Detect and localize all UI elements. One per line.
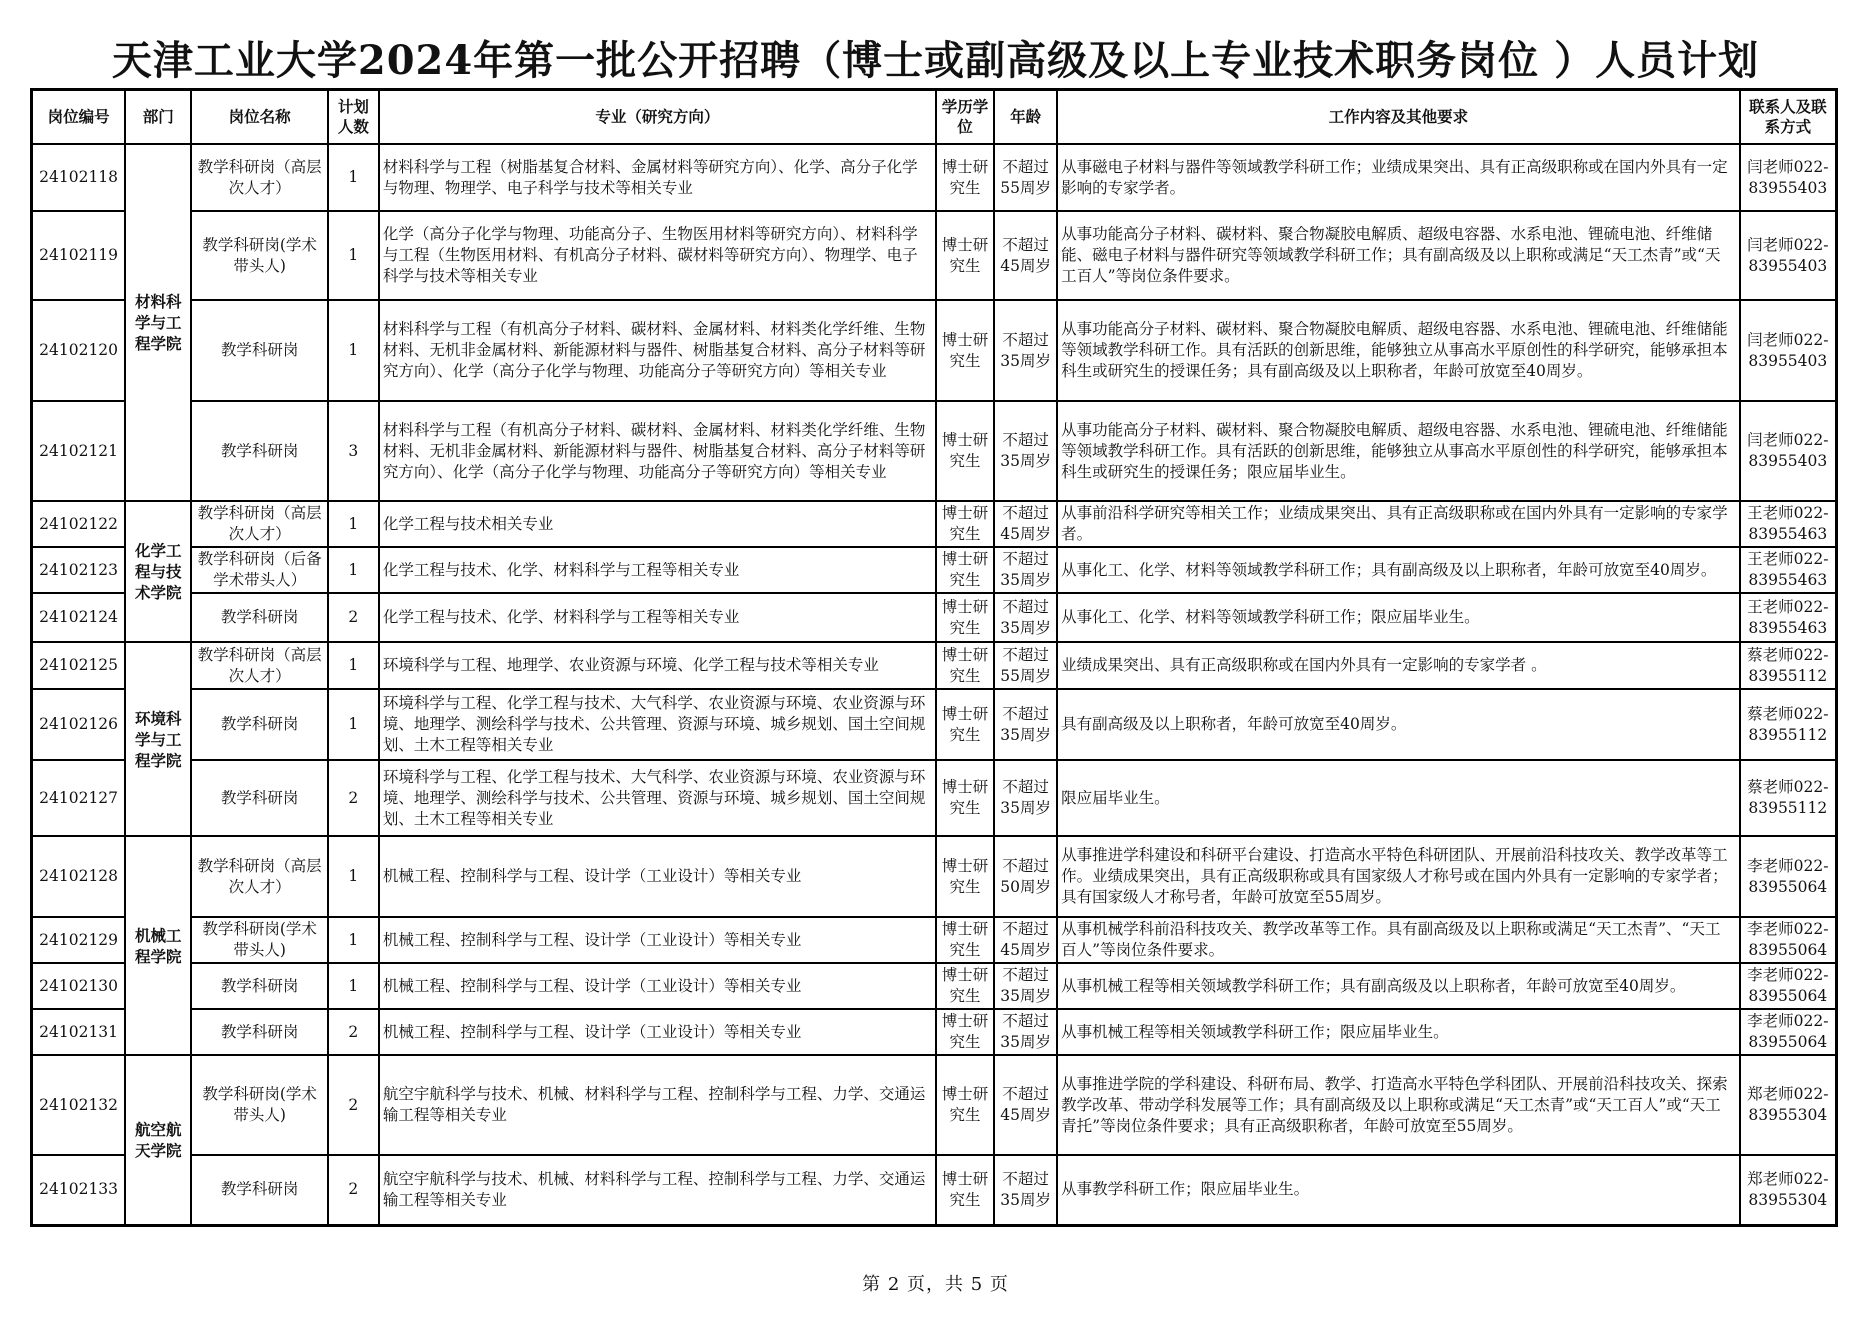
table-row: [32, 1055, 1837, 1155]
cell-contact: 蔡老师022-83955112: [1740, 642, 1837, 689]
header-dept: 部门: [125, 90, 191, 145]
cell-age: 不超过35周岁: [994, 760, 1057, 836]
cell-contact: 闫老师022-83955403: [1740, 401, 1837, 501]
cell-dept: 机械工程学院: [125, 836, 191, 1055]
cell-code: 24102126: [32, 689, 126, 760]
cell-major: 化学工程与技术相关专业: [379, 501, 936, 547]
table-row: [32, 501, 1837, 547]
cell-major: 环境科学与工程、化学工程与技术、大气科学、农业资源与环境、农业资源与环境、地理学、测绘科学与技术、公共管理、资源与环境、城乡规划、国土空间规划、土木工程等相关专业: [379, 689, 936, 760]
cell-age: 不超过35周岁: [994, 1155, 1057, 1225]
cell-edu: 博士研究生: [936, 1155, 994, 1225]
cell-duty: 具有副高级及以上职称者，年龄可放宽至40周岁。: [1057, 689, 1739, 760]
cell-contact: 李老师022-83955064: [1740, 917, 1837, 963]
cell-code: 24102120: [32, 300, 126, 401]
cell-edu: 博士研究生: [936, 689, 994, 760]
cell-code: 24102132: [32, 1055, 126, 1155]
cell-duty: 从事前沿科学研究等相关工作；业绩成果突出、具有正高级职称或在国内外具有一定影响的专家学者。: [1057, 501, 1739, 547]
cell-dept: 航空航天学院: [125, 1055, 191, 1225]
cell-contact: 闫老师022-83955403: [1740, 144, 1837, 211]
cell-post: 教学科研岗: [191, 1009, 327, 1055]
cell-duty: 从事机械学科前沿科技攻关、教学改革等工作。具有副高级及以上职称或满足“天工杰青”、“天工百人”等岗位条件要求。: [1057, 917, 1739, 963]
cell-edu: 博士研究生: [936, 211, 994, 300]
cell-contact: 闫老师022-83955403: [1740, 300, 1837, 401]
cell-major: 机械工程、控制科学与工程、设计学（工业设计）等相关专业: [379, 963, 936, 1009]
cell-major: 环境科学与工程、化学工程与技术、大气科学、农业资源与环境、农业资源与环境、地理学、测绘科学与技术、公共管理、资源与环境、城乡规划、国土空间规划、土木工程等相关专业: [379, 760, 936, 836]
table-row: [32, 760, 1837, 836]
cell-code: 24102128: [32, 836, 126, 917]
cell-major: 材料科学与工程（树脂基复合材料、金属材料等研究方向）、化学、高分子化学与物理、物理学、电子科学与技术等相关专业: [379, 144, 936, 211]
cell-post: 教学科研岗(学术带头人): [191, 211, 327, 300]
cell-post: 教学科研岗: [191, 401, 327, 501]
header-age: 年龄: [994, 90, 1057, 145]
header-contact: 联系人及联系方式: [1740, 90, 1837, 145]
cell-count: 1: [328, 642, 379, 689]
cell-post: 教学科研岗: [191, 300, 327, 401]
cell-age: 不超过35周岁: [994, 689, 1057, 760]
cell-count: 1: [328, 547, 379, 593]
table-row: [32, 401, 1837, 501]
cell-edu: 博士研究生: [936, 401, 994, 501]
cell-count: 1: [328, 144, 379, 211]
cell-major: 材料科学与工程（有机高分子材料、碳材料、金属材料、材料类化学纤维、生物材料、无机非金属材料、新能源材料与器件、树脂基复合材料、高分子材料等研究方向）、化学（高分子化学与物理、功能高分子等研究方向）等相关专业: [379, 401, 936, 501]
cell-age: 不超过35周岁: [994, 593, 1057, 642]
table-row: [32, 917, 1837, 963]
cell-dept: 化学工程与技术学院: [125, 501, 191, 642]
cell-duty: 从事推进学科建设和科研平台建设、打造高水平特色科研团队、开展前沿科技攻关、教学改革等工作。业绩成果突出，具有正高级职称或具有国家级人才称号或在国内外具有一定影响的专家学者；具有国家级人才称号者，年龄可放宽至55周岁。: [1057, 836, 1739, 917]
cell-edu: 博士研究生: [936, 547, 994, 593]
cell-count: 1: [328, 300, 379, 401]
cell-dept: 环境科学与工程学院: [125, 642, 191, 836]
cell-code: 24102129: [32, 917, 126, 963]
cell-duty: 限应届毕业生。: [1057, 760, 1739, 836]
header-code: 岗位编号: [32, 90, 126, 145]
cell-dept: 材料科学与工程学院: [125, 144, 191, 501]
table-row: [32, 1155, 1837, 1225]
cell-duty: 业绩成果突出、具有正高级职称或在国内外具有一定影响的专家学者 。: [1057, 642, 1739, 689]
cell-contact: 李老师022-83955064: [1740, 836, 1837, 917]
cell-count: 2: [328, 760, 379, 836]
cell-major: 机械工程、控制科学与工程、设计学（工业设计）等相关专业: [379, 836, 936, 917]
cell-major: 材料科学与工程（有机高分子材料、碳材料、金属材料、材料类化学纤维、生物材料、无机非金属材料、新能源材料与器件、树脂基复合材料、高分子材料等研究方向）、化学（高分子化学与物理、功能高分子等研究方向）等相关专业: [379, 300, 936, 401]
cell-contact: 郑老师022-83955304: [1740, 1155, 1837, 1225]
cell-contact: 王老师022-83955463: [1740, 501, 1837, 547]
cell-count: 1: [328, 963, 379, 1009]
cell-age: 不超过45周岁: [994, 1055, 1057, 1155]
cell-post: 教学科研岗: [191, 689, 327, 760]
cell-edu: 博士研究生: [936, 963, 994, 1009]
cell-edu: 博士研究生: [936, 593, 994, 642]
cell-edu: 博士研究生: [936, 1055, 994, 1155]
cell-code: 24102119: [32, 211, 126, 300]
cell-contact: 王老师022-83955463: [1740, 547, 1837, 593]
cell-major: 化学工程与技术、化学、材料科学与工程等相关专业: [379, 547, 936, 593]
table-row: [32, 144, 1837, 211]
cell-duty: 从事功能高分子材料、碳材料、聚合物凝胶电解质、超级电容器、水系电池、锂硫电池、纤维储能、磁电子材料与器件研究等领域教学科研工作；具有副高级及以上职称或满足“天工杰青”或“天工百人”等岗位条件要求。: [1057, 211, 1739, 300]
cell-duty: 从事功能高分子材料、碳材料、聚合物凝胶电解质、超级电容器、水系电池、锂硫电池、纤维储能等领域教学科研工作。具有活跃的创新思维，能够独立从事高水平原创性的科学研究，能够承担本科生或研究生的授课任务；具有副高级及以上职称者，年龄可放宽至40周岁。: [1057, 300, 1739, 401]
cell-age: 不超过35周岁: [994, 300, 1057, 401]
cell-edu: 博士研究生: [936, 760, 994, 836]
cell-edu: 博士研究生: [936, 501, 994, 547]
cell-code: 24102127: [32, 760, 126, 836]
cell-major: 环境科学与工程、地理学、农业资源与环境、化学工程与技术等相关专业: [379, 642, 936, 689]
cell-age: 不超过45周岁: [994, 211, 1057, 300]
cell-count: 2: [328, 1009, 379, 1055]
cell-edu: 博士研究生: [936, 642, 994, 689]
cell-count: 2: [328, 1155, 379, 1225]
cell-edu: 博士研究生: [936, 144, 994, 211]
table-row: [32, 211, 1837, 300]
cell-count: 3: [328, 401, 379, 501]
document-title: 天津工业大学2024年第一批公开招聘（博士或副高级及以上专业技术职务岗位 ）人员计划: [111, 37, 1760, 84]
cell-major: 化学（高分子化学与物理、功能高分子、生物医用材料等研究方向）、材料科学与工程（生物医用材料、有机高分子材料、碳材料等研究方向）、物理学、电子科学与技术等相关专业: [379, 211, 936, 300]
cell-code: 24102131: [32, 1009, 126, 1055]
cell-contact: 李老师022-83955064: [1740, 963, 1837, 1009]
cell-code: 24102122: [32, 501, 126, 547]
cell-age: 不超过45周岁: [994, 501, 1057, 547]
cell-code: 24102125: [32, 642, 126, 689]
recruitment-plan-table: [30, 88, 1838, 1227]
header-major: 专业（研究方向）: [379, 90, 936, 145]
cell-edu: 博士研究生: [936, 300, 994, 401]
table-row: [32, 300, 1837, 401]
table-row: [32, 593, 1837, 642]
cell-major: 航空宇航科学与技术、机械、材料科学与工程、控制科学与工程、力学、交通运输工程等相关专业: [379, 1155, 936, 1225]
cell-major: 机械工程、控制科学与工程、设计学（工业设计）等相关专业: [379, 917, 936, 963]
cell-post: 教学科研岗: [191, 760, 327, 836]
cell-count: 1: [328, 836, 379, 917]
cell-contact: 李老师022-83955064: [1740, 1009, 1837, 1055]
cell-edu: 博士研究生: [936, 1009, 994, 1055]
cell-post: 教学科研岗: [191, 593, 327, 642]
header-count: 计划人数: [328, 90, 379, 145]
cell-count: 1: [328, 501, 379, 547]
cell-contact: 王老师022-83955463: [1740, 593, 1837, 642]
cell-code: 24102130: [32, 963, 126, 1009]
table-row: [32, 963, 1837, 1009]
cell-age: 不超过35周岁: [994, 401, 1057, 501]
cell-post: 教学科研岗（高层次人才）: [191, 144, 327, 211]
header-edu: 学历学位: [936, 90, 994, 145]
page-number: 第 2 页，共 5 页: [862, 1274, 1009, 1295]
cell-age: 不超过55周岁: [994, 144, 1057, 211]
cell-age: 不超过50周岁: [994, 836, 1057, 917]
cell-post: 教学科研岗（后备学术带头人）: [191, 547, 327, 593]
cell-age: 不超过35周岁: [994, 1009, 1057, 1055]
table-header-row: [32, 90, 1837, 145]
cell-code: 24102118: [32, 144, 126, 211]
table-row: [32, 836, 1837, 917]
cell-code: 24102121: [32, 401, 126, 501]
cell-code: 24102124: [32, 593, 126, 642]
cell-duty: 从事磁电子材料与器件等领域教学科研工作；业绩成果突出、具有正高级职称或在国内外具有一定影响的专家学者。: [1057, 144, 1739, 211]
cell-count: 1: [328, 689, 379, 760]
cell-contact: 蔡老师022-83955112: [1740, 689, 1837, 760]
table-row: [32, 689, 1837, 760]
cell-age: 不超过45周岁: [994, 917, 1057, 963]
cell-post: 教学科研岗（高层次人才）: [191, 836, 327, 917]
cell-contact: 蔡老师022-83955112: [1740, 760, 1837, 836]
cell-age: 不超过55周岁: [994, 642, 1057, 689]
cell-duty: 从事功能高分子材料、碳材料、聚合物凝胶电解质、超级电容器、水系电池、锂硫电池、纤维储能等领域教学科研工作。具有活跃的创新思维，能够独立从事高水平原创性的科学研究，能够承担本科生或研究生的授课任务；限应届毕业生。: [1057, 401, 1739, 501]
cell-count: 2: [328, 593, 379, 642]
cell-post: 教学科研岗（高层次人才）: [191, 501, 327, 547]
table-row: [32, 642, 1837, 689]
cell-post: 教学科研岗: [191, 1155, 327, 1225]
header-post: 岗位名称: [191, 90, 327, 145]
table-row: [32, 1009, 1837, 1055]
cell-code: 24102123: [32, 547, 126, 593]
cell-count: 1: [328, 211, 379, 300]
cell-contact: 闫老师022-83955403: [1740, 211, 1837, 300]
cell-major: 化学工程与技术、化学、材料科学与工程等相关专业: [379, 593, 936, 642]
table-row: [32, 547, 1837, 593]
cell-edu: 博士研究生: [936, 917, 994, 963]
cell-count: 1: [328, 917, 379, 963]
cell-count: 2: [328, 1055, 379, 1155]
cell-post: 教学科研岗(学术带头人): [191, 1055, 327, 1155]
cell-code: 24102133: [32, 1155, 126, 1225]
cell-major: 航空宇航科学与技术、机械、材料科学与工程、控制科学与工程、力学、交通运输工程等相关专业: [379, 1055, 936, 1155]
cell-post: 教学科研岗(学术带头人): [191, 917, 327, 963]
cell-duty: 从事机械工程等相关领域教学科研工作；限应届毕业生。: [1057, 1009, 1739, 1055]
cell-duty: 从事推进学院的学科建设、科研布局、教学、打造高水平特色学科团队、开展前沿科技攻关、探索教学改革、带动学科发展等工作；具有副高级及以上职称或满足“天工杰青”或“天工百人”或“天工青托”等岗位条件要求；具有正高级职称者，年龄可放宽至55周岁。: [1057, 1055, 1739, 1155]
cell-age: 不超过35周岁: [994, 547, 1057, 593]
cell-contact: 郑老师022-83955304: [1740, 1055, 1837, 1155]
cell-post: 教学科研岗: [191, 963, 327, 1009]
cell-duty: 从事化工、化学、材料等领域教学科研工作；具有副高级及以上职称者，年龄可放宽至40周岁。: [1057, 547, 1739, 593]
cell-duty: 从事教学科研工作；限应届毕业生。: [1057, 1155, 1739, 1225]
cell-major: 机械工程、控制科学与工程、设计学（工业设计）等相关专业: [379, 1009, 936, 1055]
cell-age: 不超过35周岁: [994, 963, 1057, 1009]
header-duty: 工作内容及其他要求: [1057, 90, 1739, 145]
cell-duty: 从事机械工程等相关领域教学科研工作；具有副高级及以上职称者，年龄可放宽至40周岁。: [1057, 963, 1739, 1009]
cell-post: 教学科研岗（高层次人才）: [191, 642, 327, 689]
cell-duty: 从事化工、化学、材料等领域教学科研工作；限应届毕业生。: [1057, 593, 1739, 642]
cell-edu: 博士研究生: [936, 836, 994, 917]
